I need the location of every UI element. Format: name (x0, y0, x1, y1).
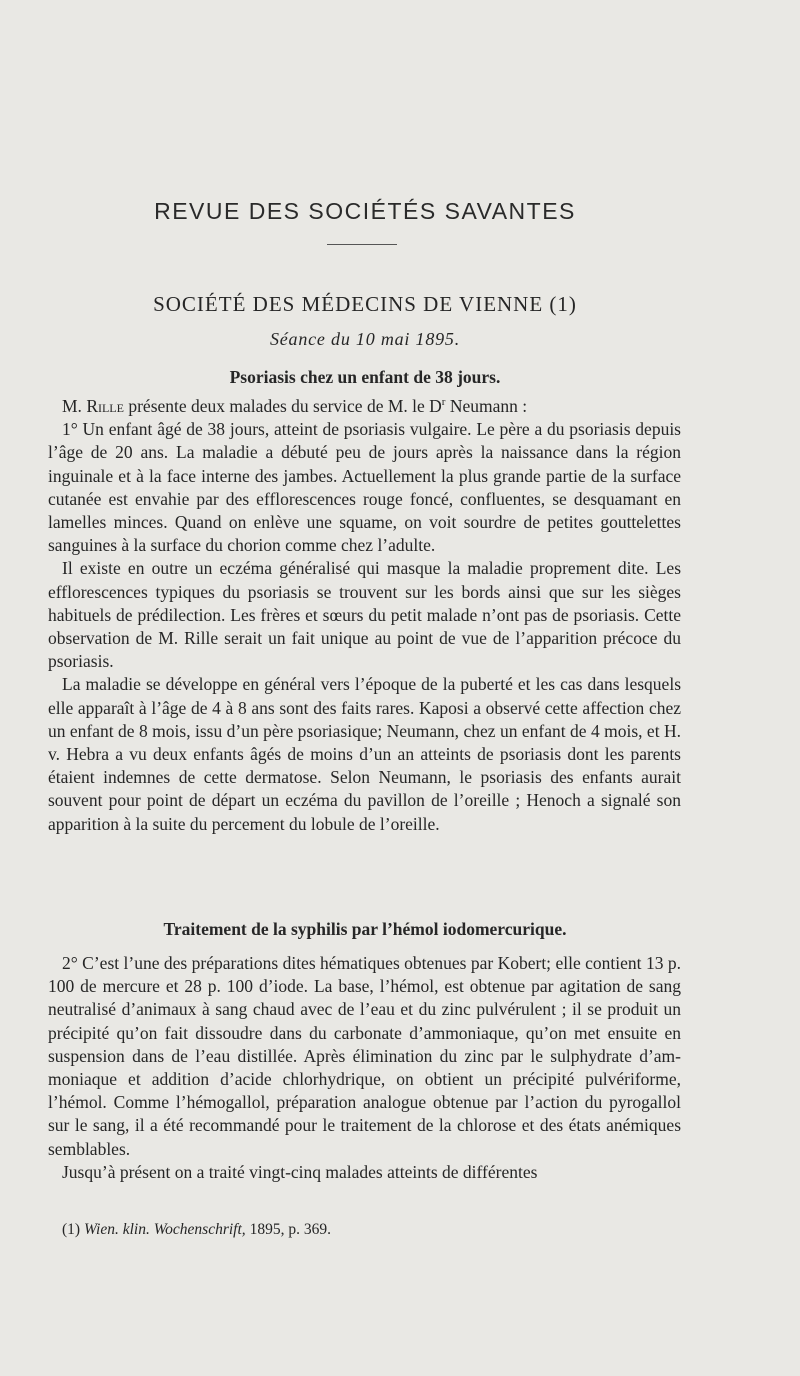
paragraph: 1° Un enfant âgé de 38 jours, atteint de psoriasis vulgaire. Le père a du psoriasis depuis l’âge de 20 ans. La maladie a débuté peu de jours après la naissance dans la région inguinale et à la face interne des jambes. Actuellement la plus grande partie de la surface cutanée est envahie par des efflorescences rouge foncé, confluentes, se desquamant en lamelles minces. Quand on enlève une squame, on voit sourdre de petites gouttelettes sanguines à la surface du chorion comme chez l’adulte. (48, 419, 681, 556)
footnote (62, 1221, 331, 1239)
paragraph: La maladie se développe en général vers l’époque de la puberté et les cas dans lesquels elle apparaît à l’âge de 4 à 8 ans sont des faits rares. Kaposi a observé cette affection chez un enfant de 8 mois, issu d’un père psoriasique; Neumann, chez un enfant de 4 mois, et H. v. Hebra a vu deux enfants âgés de moins d’un an atteints de psoriasis dont les parents étaient indemnes de cette dermatose. Selon Neumann, le psoriasis des enfants aurait souvent pour point de départ un eczéma du pavillon de l’oreille ; Henoch a signalé son apparition à la suite du percement du lobule de l’oreille. (48, 674, 681, 834)
footnote-number: (1) (62, 1221, 81, 1238)
footnote-ref: 1895, p. 369. (249, 1221, 331, 1238)
paragraph: Il existe en outre un eczéma généralisé qui masque la maladie proprement dite. Les efflorescences typiques du psoriasis se trouvent sur les bords ainsi que sur les sièges habituels de prédilection. Les frères et sœurs du petit malade n’ont pas de psoriasis. Cette observation de M. Rille serait un fait unique au point de vue de l’apparition précoce du psoriasis. (48, 558, 681, 672)
footnote-source: Wien. klin. Wochenschrift, (83, 1221, 246, 1238)
author-name: Rille (86, 396, 124, 416)
paragraph: 2° C’est l’une des préparations dites hématiques obtenues par Kobert; elle contient 13 p. 100 de mercure et 28 p. 100 d’iode. La base, l’hémol, est obtenue par agitation de sang neutralisé d’animaux à sang chaud avec de l’eau et du zinc pulvérulent ; il se produit un précipité qu’on fait dissoudre dans du carbonate d’ammoniaque, qu’on met ensuite en suspension dans de l’eau distillée. Après élimination du zinc par le sulphydrate d’ammoniaque et addition d’acide chlorhydrique, on obtient un précipité pulvériforme, l’hémol. Comme l’hémogallol, préparation analogue obtenue par l’action du pyrogallol sur le sang, il a été recommandé pour le traitement de la chlorose et des états anémiques semblables. (48, 953, 681, 1159)
title-divider (327, 244, 397, 245)
section-heading-syphilis: Traitement de la syphilis par l’hémol iodomercurique. (163, 919, 567, 939)
society-heading: SOCIÉTÉ DES MÉDECINS DE VIENNE (1) (153, 292, 577, 316)
section-body-syphilis (48, 952, 681, 1184)
page-title: REVUE DES SOCIÉTÉS SAVANTES (154, 198, 576, 224)
paragraph: Jusqu’à présent on a traité vingt-cinq malades atteints de différentes (62, 1161, 538, 1182)
section-body-psoriasis (48, 395, 681, 836)
session-date: Séance du 10 mai 1895. (269, 329, 461, 349)
section-heading-psoriasis: Psoriasis chez un enfant de 38 jours. (229, 367, 501, 387)
intro-paragraph: M. Rille présente deux malades du service de M. le $D^r$ Neumann : (62, 396, 528, 416)
